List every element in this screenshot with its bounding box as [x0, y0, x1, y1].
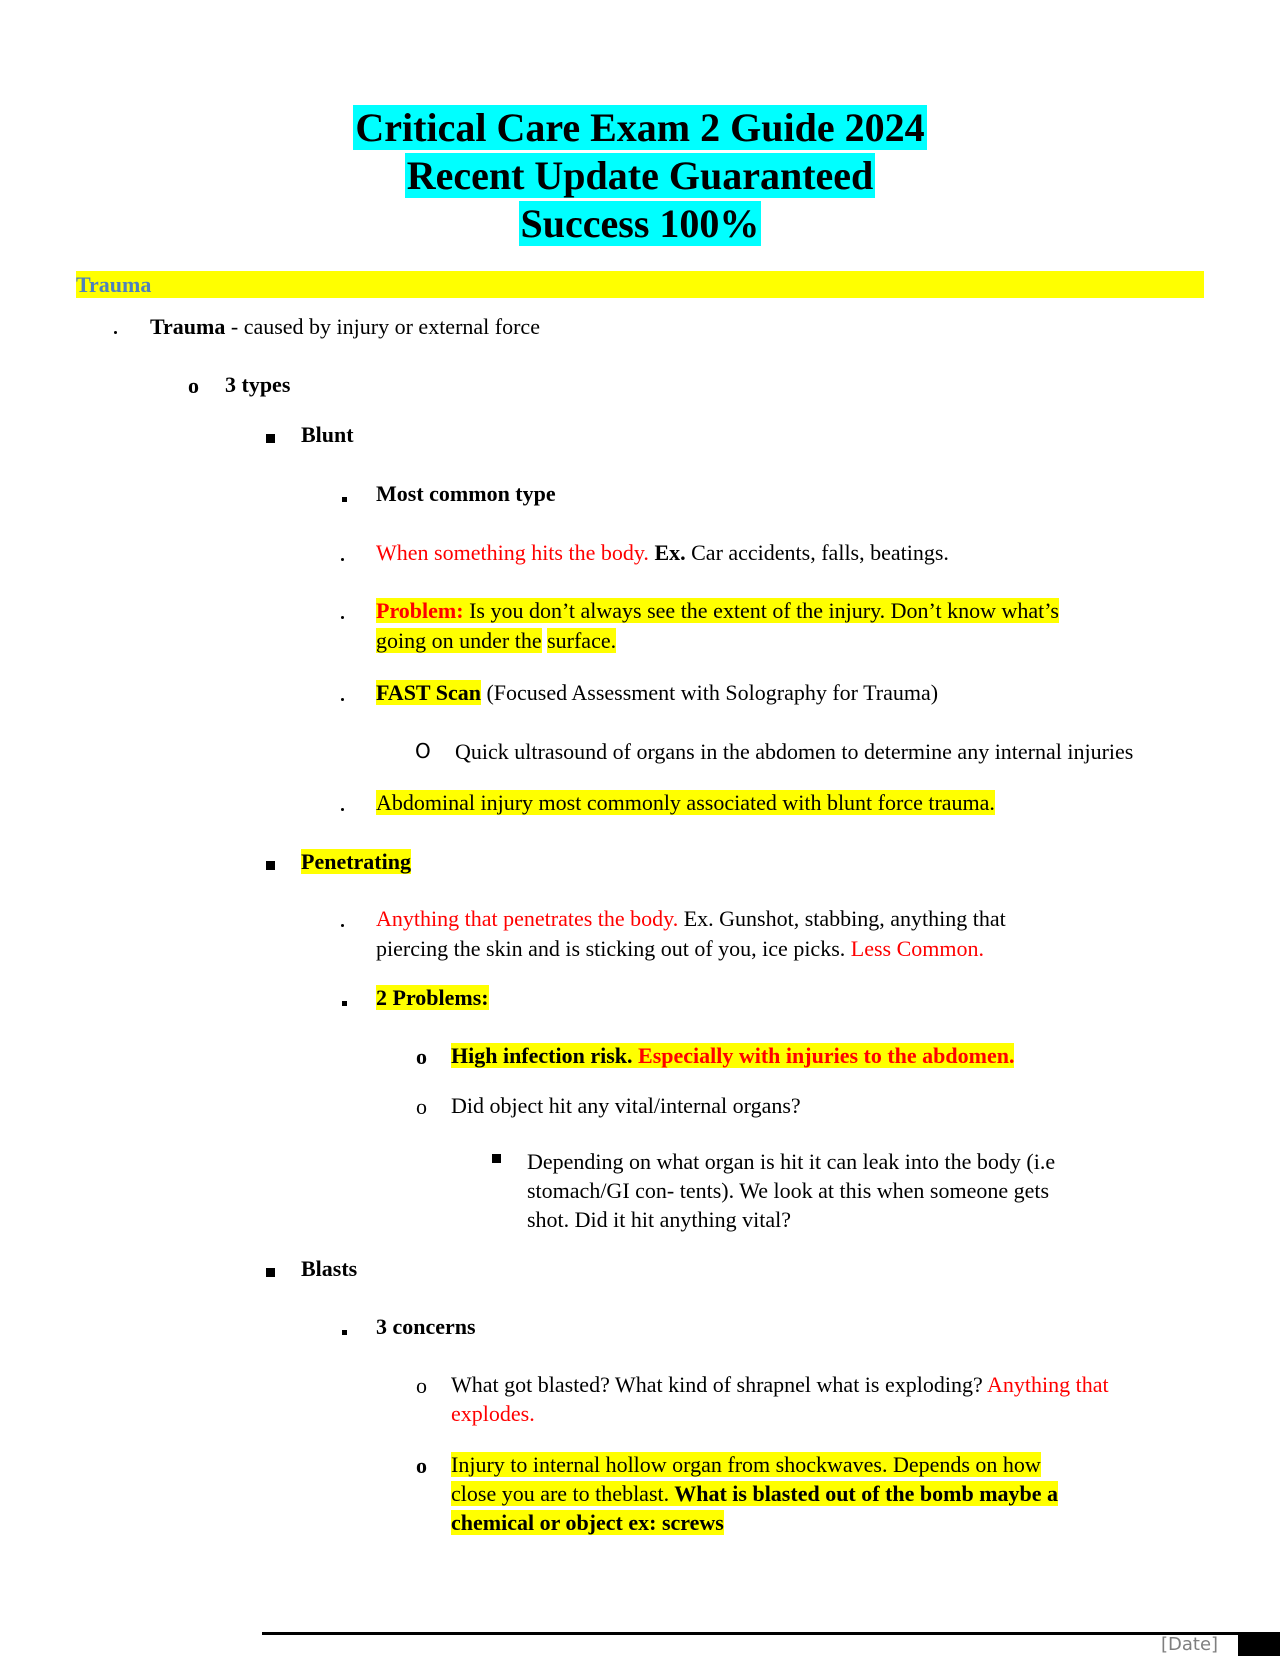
anything-text-1: Ex. Gunshot, stabbing, anything that	[678, 906, 1006, 931]
problem-text-2b: surface.	[547, 628, 617, 653]
o-bullet: O	[415, 739, 431, 763]
small-square-bullet	[342, 984, 347, 1014]
o-bullet: o	[416, 1453, 427, 1478]
depending-text	[527, 1147, 1055, 1234]
dot-bullet	[341, 597, 344, 627]
blunt-problem	[376, 596, 1059, 656]
o-bullet: o	[416, 1373, 427, 1398]
blunt-when-red: When something hits the body.	[376, 540, 649, 565]
dot-bullet	[341, 905, 344, 935]
infection-risk	[451, 1041, 1014, 1071]
title-line-2: Recent Update Guaranteed	[406, 153, 874, 198]
blunt-when-text: Car accidents, falls, beatings.	[685, 540, 949, 565]
anything-red: Anything that penetrates the body.	[376, 906, 679, 931]
section-heading-trauma: Trauma	[76, 271, 1204, 298]
square-bullet	[492, 1141, 501, 1171]
o-bullet: o	[416, 1094, 427, 1119]
document-title	[0, 104, 1280, 248]
dot-bullet	[341, 679, 344, 709]
problem-text-2a: going on under the	[376, 628, 542, 653]
infection-red: Especially with injuries to the abdomen.	[632, 1043, 1015, 1068]
what-blasted	[451, 1370, 1109, 1428]
square-bullet	[266, 848, 275, 878]
small-square-bullet	[342, 480, 347, 510]
abdominal-injury	[376, 788, 995, 818]
footer-date: [Date]	[1161, 1634, 1219, 1655]
blunt-label: Blunt	[301, 422, 354, 447]
trauma-term: Trauma	[150, 314, 226, 339]
o-bullet: o	[416, 1044, 427, 1069]
fast-text: (Focused Assessment with Solography for Trauma)	[480, 680, 939, 705]
penetrating-label-text: Penetrating	[301, 849, 411, 874]
blunt-most-common: Most common type	[376, 481, 556, 506]
square-bullet	[266, 1255, 275, 1285]
title-line-3: Success 100%	[520, 201, 760, 246]
trauma-text: - caused by injury or external force	[225, 314, 540, 339]
what-red-1: Anything that	[982, 1372, 1109, 1397]
injury-shockwaves	[451, 1450, 1058, 1537]
ultrasound-text: Quick ultrasound of organs in the abdomen to determine any internal injuries	[455, 739, 1134, 764]
concerns-label: 3 concerns	[376, 1314, 476, 1339]
vital-organs: Did object hit any vital/internal organs?	[451, 1093, 801, 1118]
problem-text-1: Is you don’t always see the extent of the injury. Don’t know what’s	[463, 598, 1059, 623]
depending-line-1: Depending on what organ is hit it can leak into the body (i.e	[527, 1149, 1056, 1174]
blunt-when-ex: Ex.	[648, 540, 686, 565]
small-square-bullet	[342, 1313, 347, 1343]
what-red-2: explodes.	[451, 1401, 535, 1426]
fast-label: FAST Scan	[376, 680, 481, 705]
anything-red-2: Less Common.	[845, 936, 984, 961]
injury-line-2c: What is blasted out of the bomb maybe a	[669, 1481, 1059, 1506]
blunt-fast-scan	[376, 678, 938, 708]
depending-line-3: shot. Did it hit anything vital?	[527, 1207, 791, 1232]
abdominal-text: Abdominal injury most commonly associated with blunt force trauma.	[376, 790, 995, 815]
injury-line-2a: close you are to the	[451, 1481, 623, 1506]
injury-line-1: Injury to internal hollow organ from shockwaves. Depends on how	[451, 1452, 1041, 1477]
footer-black-block	[1238, 1635, 1280, 1656]
penetrating-anything	[376, 904, 1006, 964]
what-text: What got blasted? What kind of shrapnel what is exploding?	[451, 1372, 983, 1397]
penetrating-label	[301, 847, 411, 877]
problem-label: Problem:	[376, 598, 464, 623]
footer-rule	[262, 1632, 1280, 1635]
trauma-definition	[150, 312, 540, 342]
problems-label-text: 2 Problems:	[376, 985, 489, 1010]
problems-label	[376, 983, 489, 1013]
infection-bold: High infection risk.	[451, 1043, 633, 1068]
anything-text-2: piercing the skin and is sticking out of you, ice picks.	[376, 936, 846, 961]
depending-line-2: stomach/GI con- tents). We look at this when someone gets	[527, 1178, 1050, 1203]
injury-line-2b: blast.	[622, 1481, 670, 1506]
types-label: 3 types	[225, 372, 291, 397]
dot-bullet	[341, 789, 344, 819]
dot-bullet	[341, 539, 344, 569]
injury-line-3: chemical or object ex: screws	[451, 1510, 724, 1535]
square-bullet	[266, 421, 275, 451]
blunt-when	[376, 538, 949, 568]
blasts-label: Blasts	[301, 1256, 358, 1281]
title-line-1: Critical Care Exam 2 Guide 2024	[355, 105, 925, 150]
o-bullet: o	[188, 373, 199, 398]
dot-bullet	[114, 312, 117, 342]
